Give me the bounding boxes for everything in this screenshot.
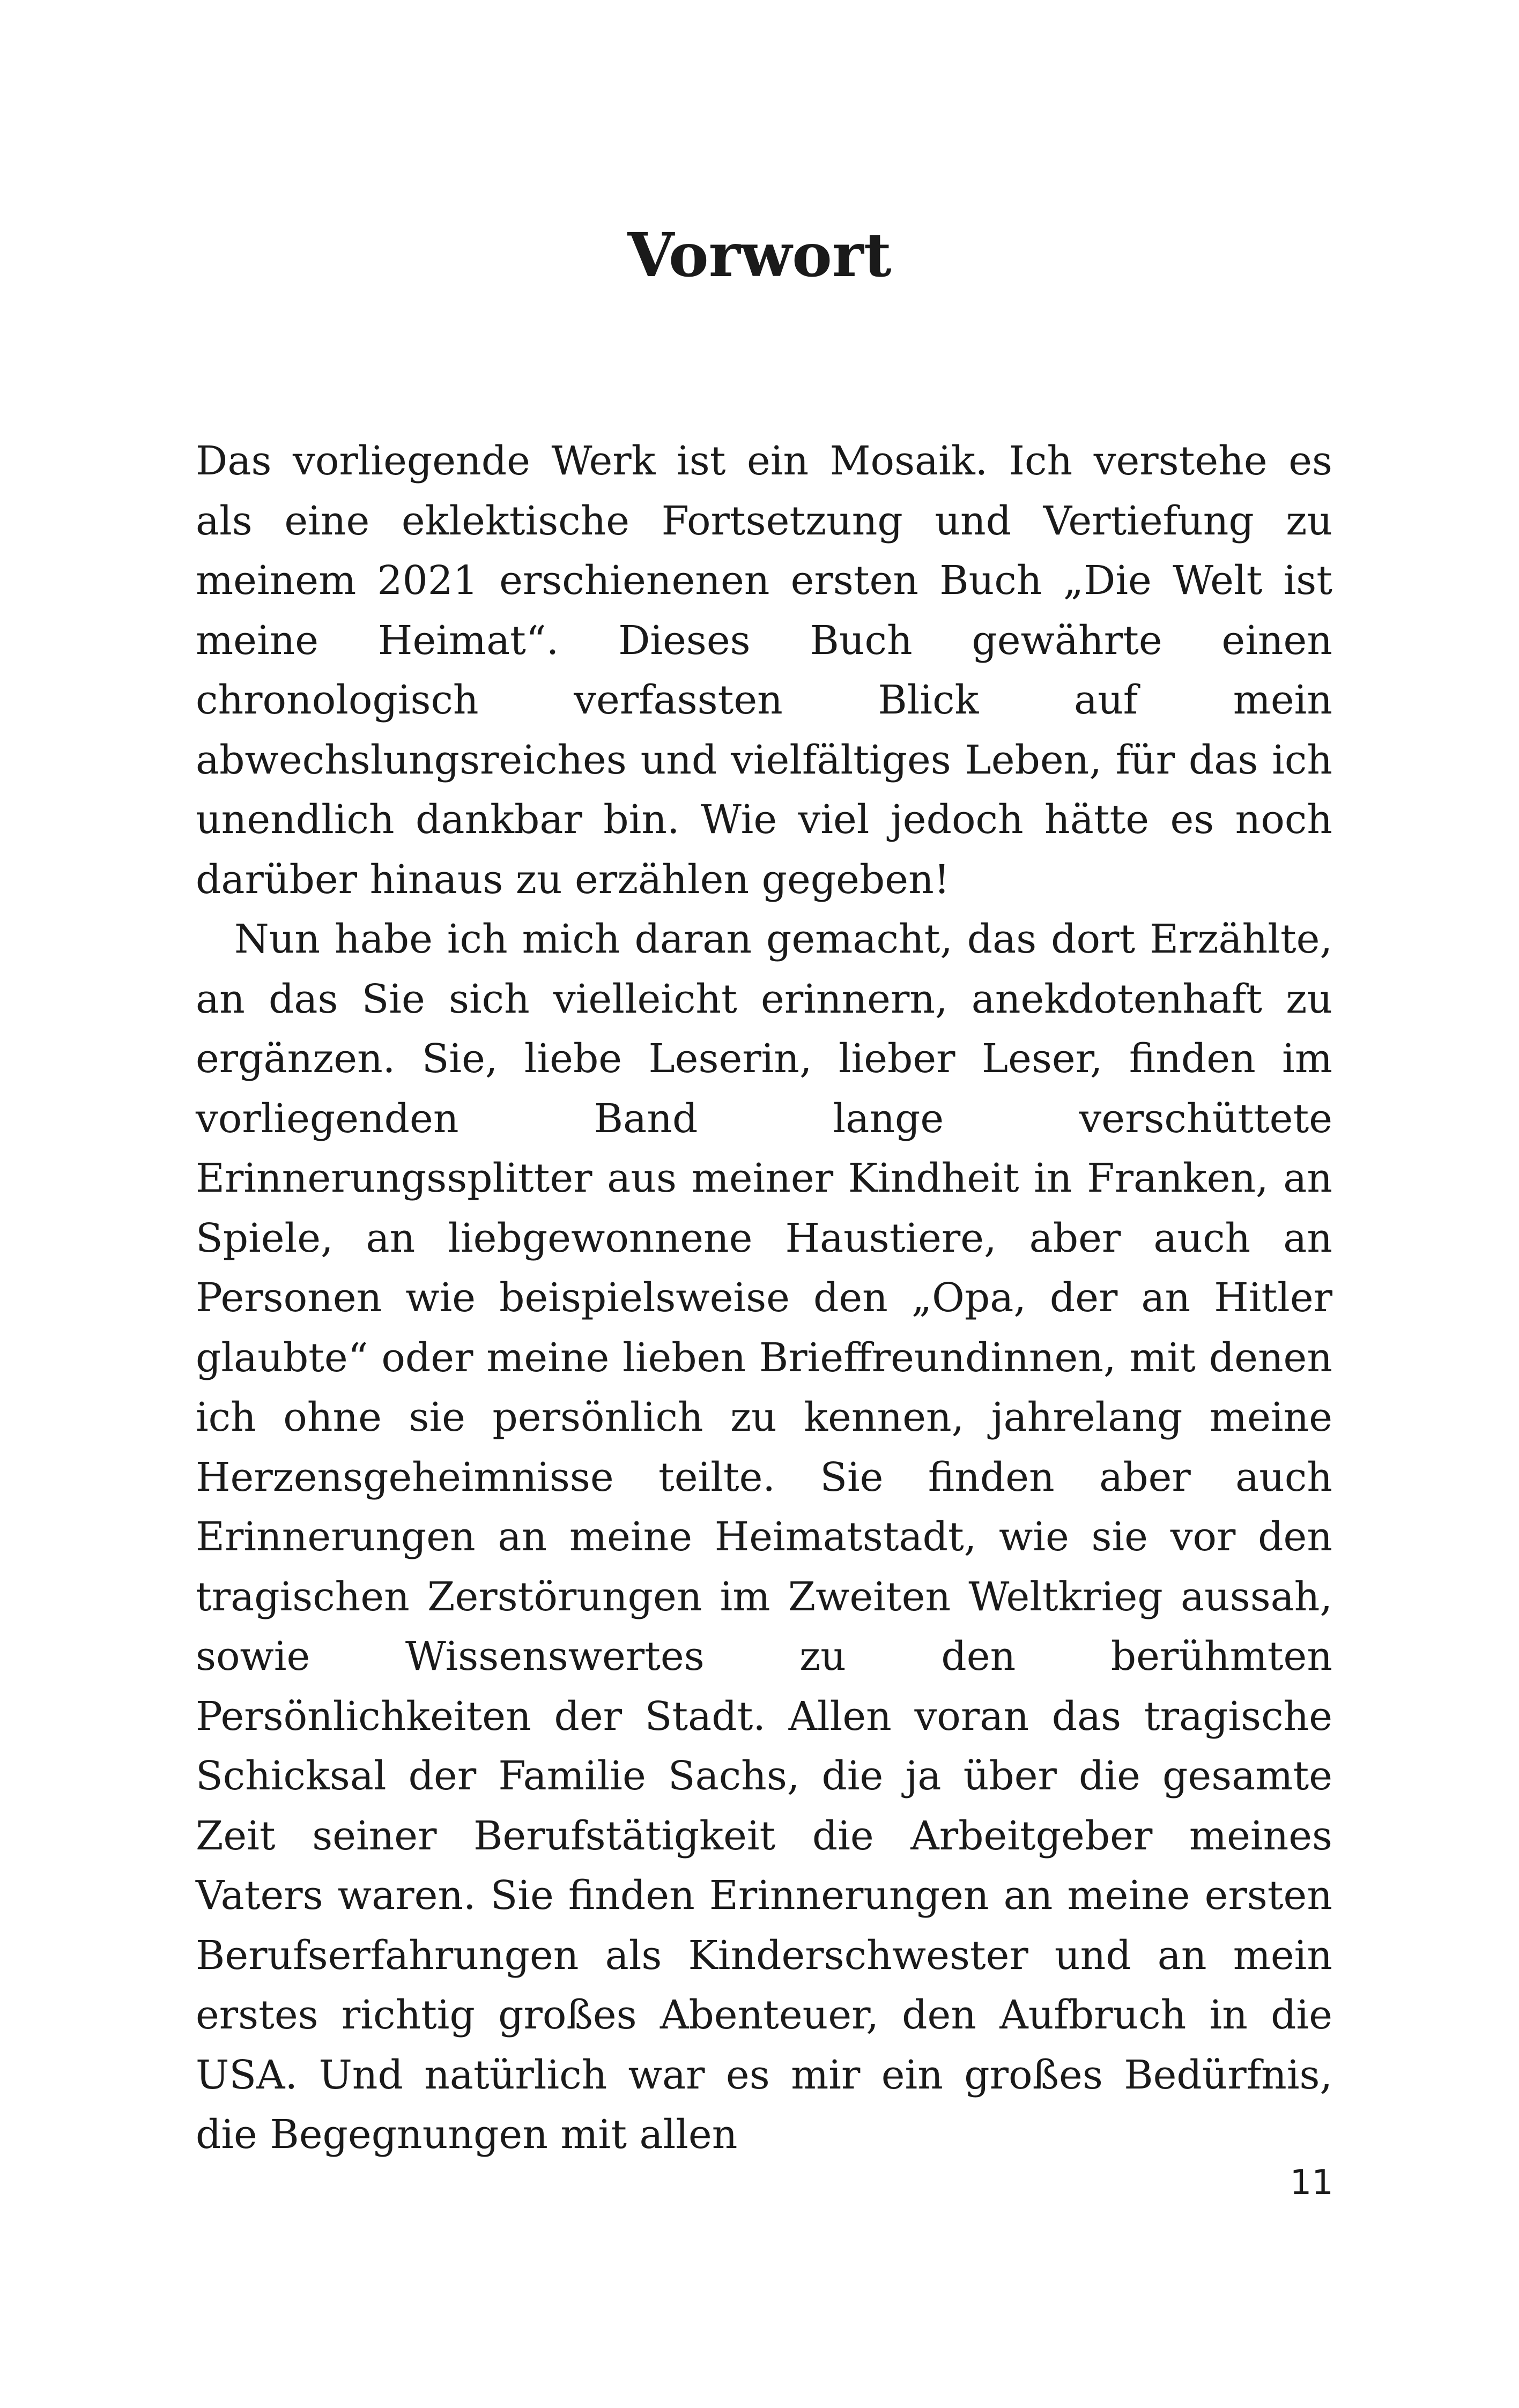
- paragraph-2: Nun habe ich mich daran gemacht, das dort Erzählte, an das Sie sich vielleicht erinnern, anekdotenhaft zu ergänzen. Sie, liebe Leserin, lieber Leser, finden im vorliegenden Band lange verschüttete Erinnerungssplitter aus meiner Kindheit in Franken, an Spiele, an liebgewonnene Haustiere, aber auch an Personen wie beispielsweise den „Opa, der an Hitler glaubte“ oder meine lieben Brieffreundinnen, mit denen ich ohne sie persönlich zu kennen, jahrelang meine Herzensgeheimnisse teilte. Sie finden aber auch Erinnerungen an meine Heimatstadt, wie sie vor den tragischen Zerstörungen im Zweiten Weltkrieg aussah, sowie Wissenswertes zu den berühmten Persönlichkeiten der Stadt. Allen voran das tragische Schicksal der Familie Sachs, die ja über die gesamte Zeit seiner Berufstätigkeit die Arbeitgeber meines Vaters waren. Sie finden Erinnerungen an meine ersten Berufserfahrungen als Kinderschwester und an mein erstes richtig großes Abenteuer, den Aufbruch in die USA. Und natürlich war es mir ein großes Bedürfnis, die Begegnungen mit allen: [196, 916, 1332, 2158]
- page-title: Vorwort: [627, 220, 892, 291]
- body-text: [196, 432, 1332, 2165]
- page-number: 11: [1290, 2163, 1333, 2203]
- paragraph-1: Das vorliegende Werk ist ein Mosaik. Ich verstehe es als eine eklektische Fortsetzung und Vertiefung zu meinem 2021 erschienenen ersten Buch „Die Welt ist meine Heimat“. Dieses Buch gewährte einen chronologisch verfassten Blick auf mein abwechslungsreiches und vielfältiges Leben, für das ich unendlich dankbar bin. Wie viel jedoch hätte es noch darüber hinaus zu erzählen gegeben!: [196, 438, 1332, 903]
